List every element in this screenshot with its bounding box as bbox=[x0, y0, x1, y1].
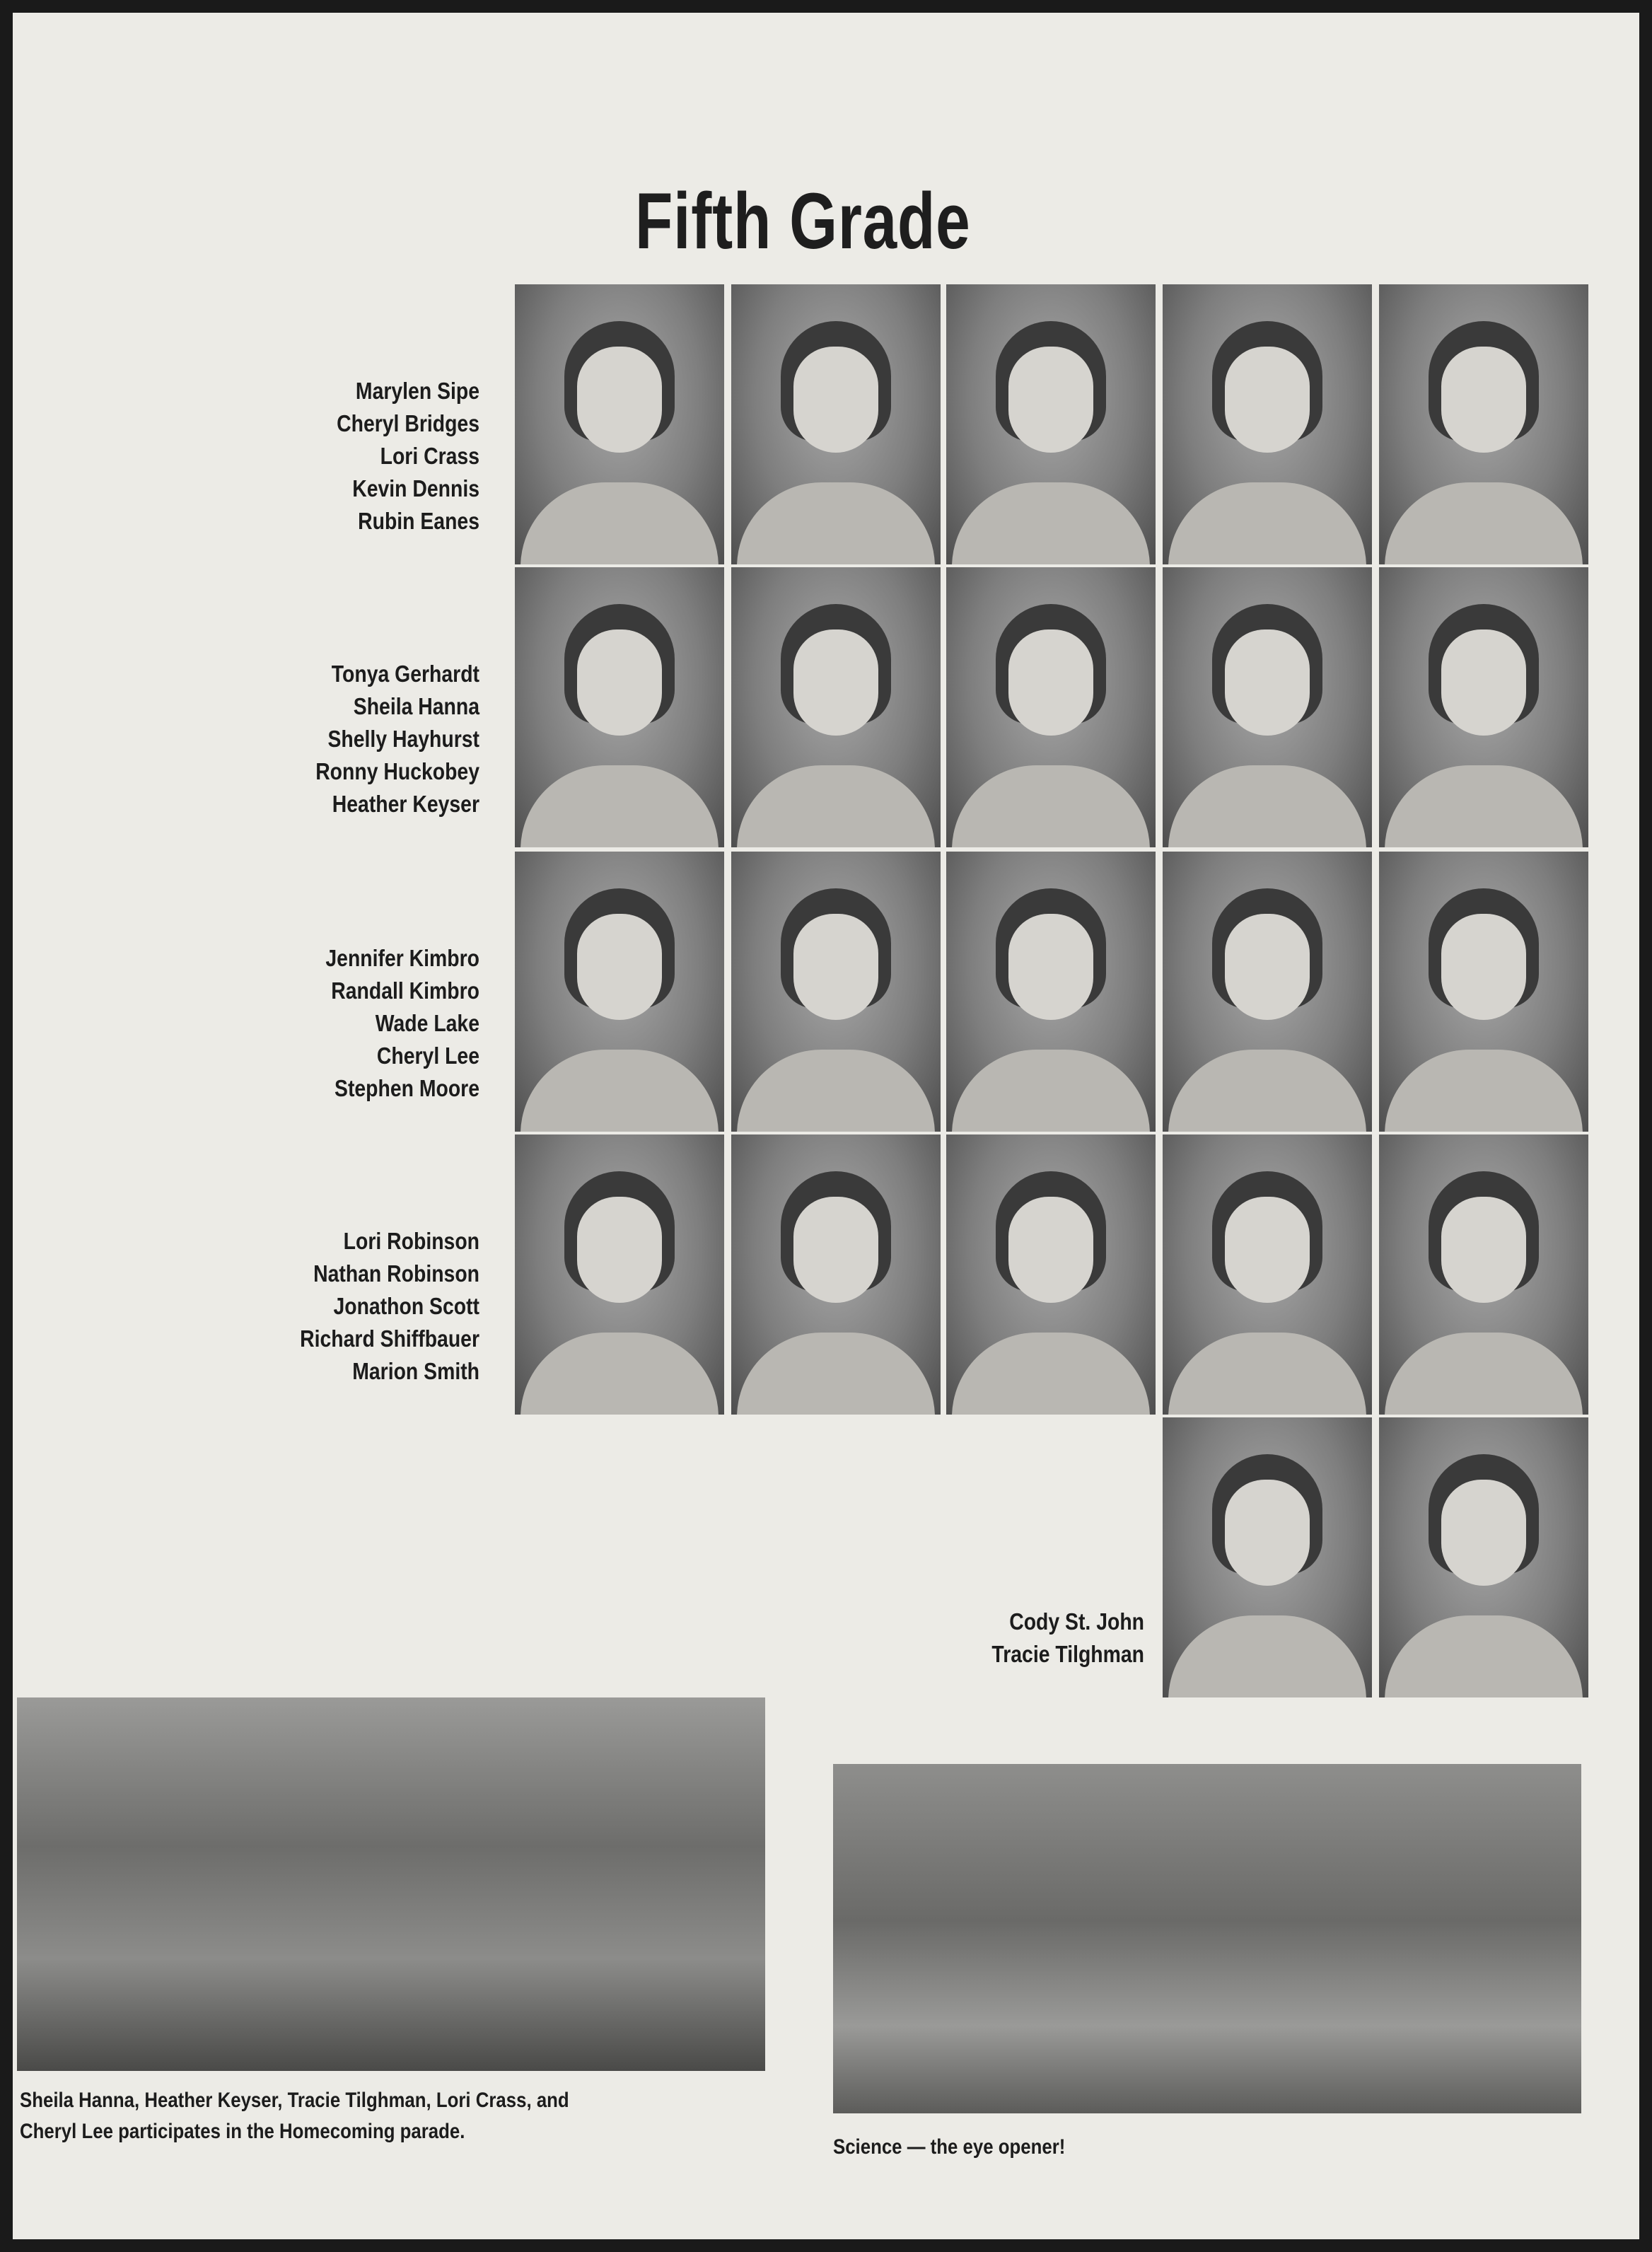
student-name: Wade Lake bbox=[375, 1010, 479, 1036]
student-name: Richard Shiffbauer bbox=[300, 1325, 479, 1352]
student-name: Lori Robinson bbox=[343, 1228, 479, 1254]
student-name: Ronny Huckobey bbox=[315, 758, 479, 784]
student-name: Tonya Gerhardt bbox=[331, 661, 479, 687]
portrait bbox=[1379, 1134, 1588, 1415]
portrait bbox=[515, 567, 724, 847]
science-photo bbox=[833, 1764, 1581, 2113]
student-name: Cheryl Lee bbox=[376, 1043, 479, 1069]
student-name: Stephen Moore bbox=[335, 1075, 479, 1101]
portrait bbox=[731, 284, 941, 564]
science-caption: Science — the eye opener! bbox=[833, 2135, 1066, 2159]
student-name: Jennifer Kimbro bbox=[325, 945, 479, 971]
student-name: Rubin Eanes bbox=[358, 508, 479, 534]
student-name: Kevin Dennis bbox=[352, 475, 479, 501]
student-name: Cody St. John bbox=[1009, 1608, 1144, 1635]
yearbook-page bbox=[13, 13, 1639, 2239]
portrait bbox=[515, 1134, 724, 1415]
student-name: Randall Kimbro bbox=[331, 977, 479, 1004]
row-3-names bbox=[182, 942, 479, 1105]
student-name: Jonathon Scott bbox=[333, 1293, 479, 1319]
portrait bbox=[1163, 567, 1372, 847]
portrait bbox=[1163, 284, 1372, 564]
student-name: Lori Crass bbox=[380, 443, 479, 469]
parade-caption-line-2: Cheryl Lee participates in the Homecoming parade. bbox=[20, 2120, 465, 2143]
row-4-names bbox=[182, 1225, 479, 1388]
parade-photo bbox=[17, 1697, 765, 2071]
student-name: Cheryl Bridges bbox=[337, 410, 479, 436]
portrait bbox=[946, 1134, 1156, 1415]
portrait bbox=[1379, 1417, 1588, 1697]
student-name: Marion Smith bbox=[352, 1358, 479, 1384]
portrait bbox=[1379, 852, 1588, 1132]
row-1-names bbox=[182, 375, 479, 538]
student-name: Shelly Hayhurst bbox=[327, 726, 479, 752]
portrait bbox=[731, 852, 941, 1132]
portrait bbox=[946, 567, 1156, 847]
student-name: Tracie Tilghman bbox=[991, 1641, 1144, 1667]
portrait bbox=[946, 852, 1156, 1132]
portrait bbox=[731, 567, 941, 847]
student-name: Sheila Hanna bbox=[353, 693, 479, 719]
parade-caption-line-1: Sheila Hanna, Heather Keyser, Tracie Tilghman, Lori Crass, and bbox=[20, 2089, 569, 2112]
row-5-names bbox=[847, 1606, 1144, 1671]
parade-caption bbox=[20, 2085, 658, 2147]
portrait bbox=[946, 284, 1156, 564]
portrait bbox=[515, 284, 724, 564]
student-name: Marylen Sipe bbox=[355, 378, 479, 404]
portrait bbox=[1163, 852, 1372, 1132]
portrait bbox=[515, 852, 724, 1132]
portrait bbox=[731, 1134, 941, 1415]
portrait bbox=[1379, 284, 1588, 564]
portrait bbox=[1163, 1417, 1372, 1697]
row-2-names bbox=[182, 658, 479, 820]
student-name: Nathan Robinson bbox=[313, 1260, 479, 1287]
student-name: Heather Keyser bbox=[332, 791, 479, 817]
portrait bbox=[1163, 1134, 1372, 1415]
portrait bbox=[1379, 567, 1588, 847]
page-title: Fifth Grade bbox=[635, 177, 971, 265]
